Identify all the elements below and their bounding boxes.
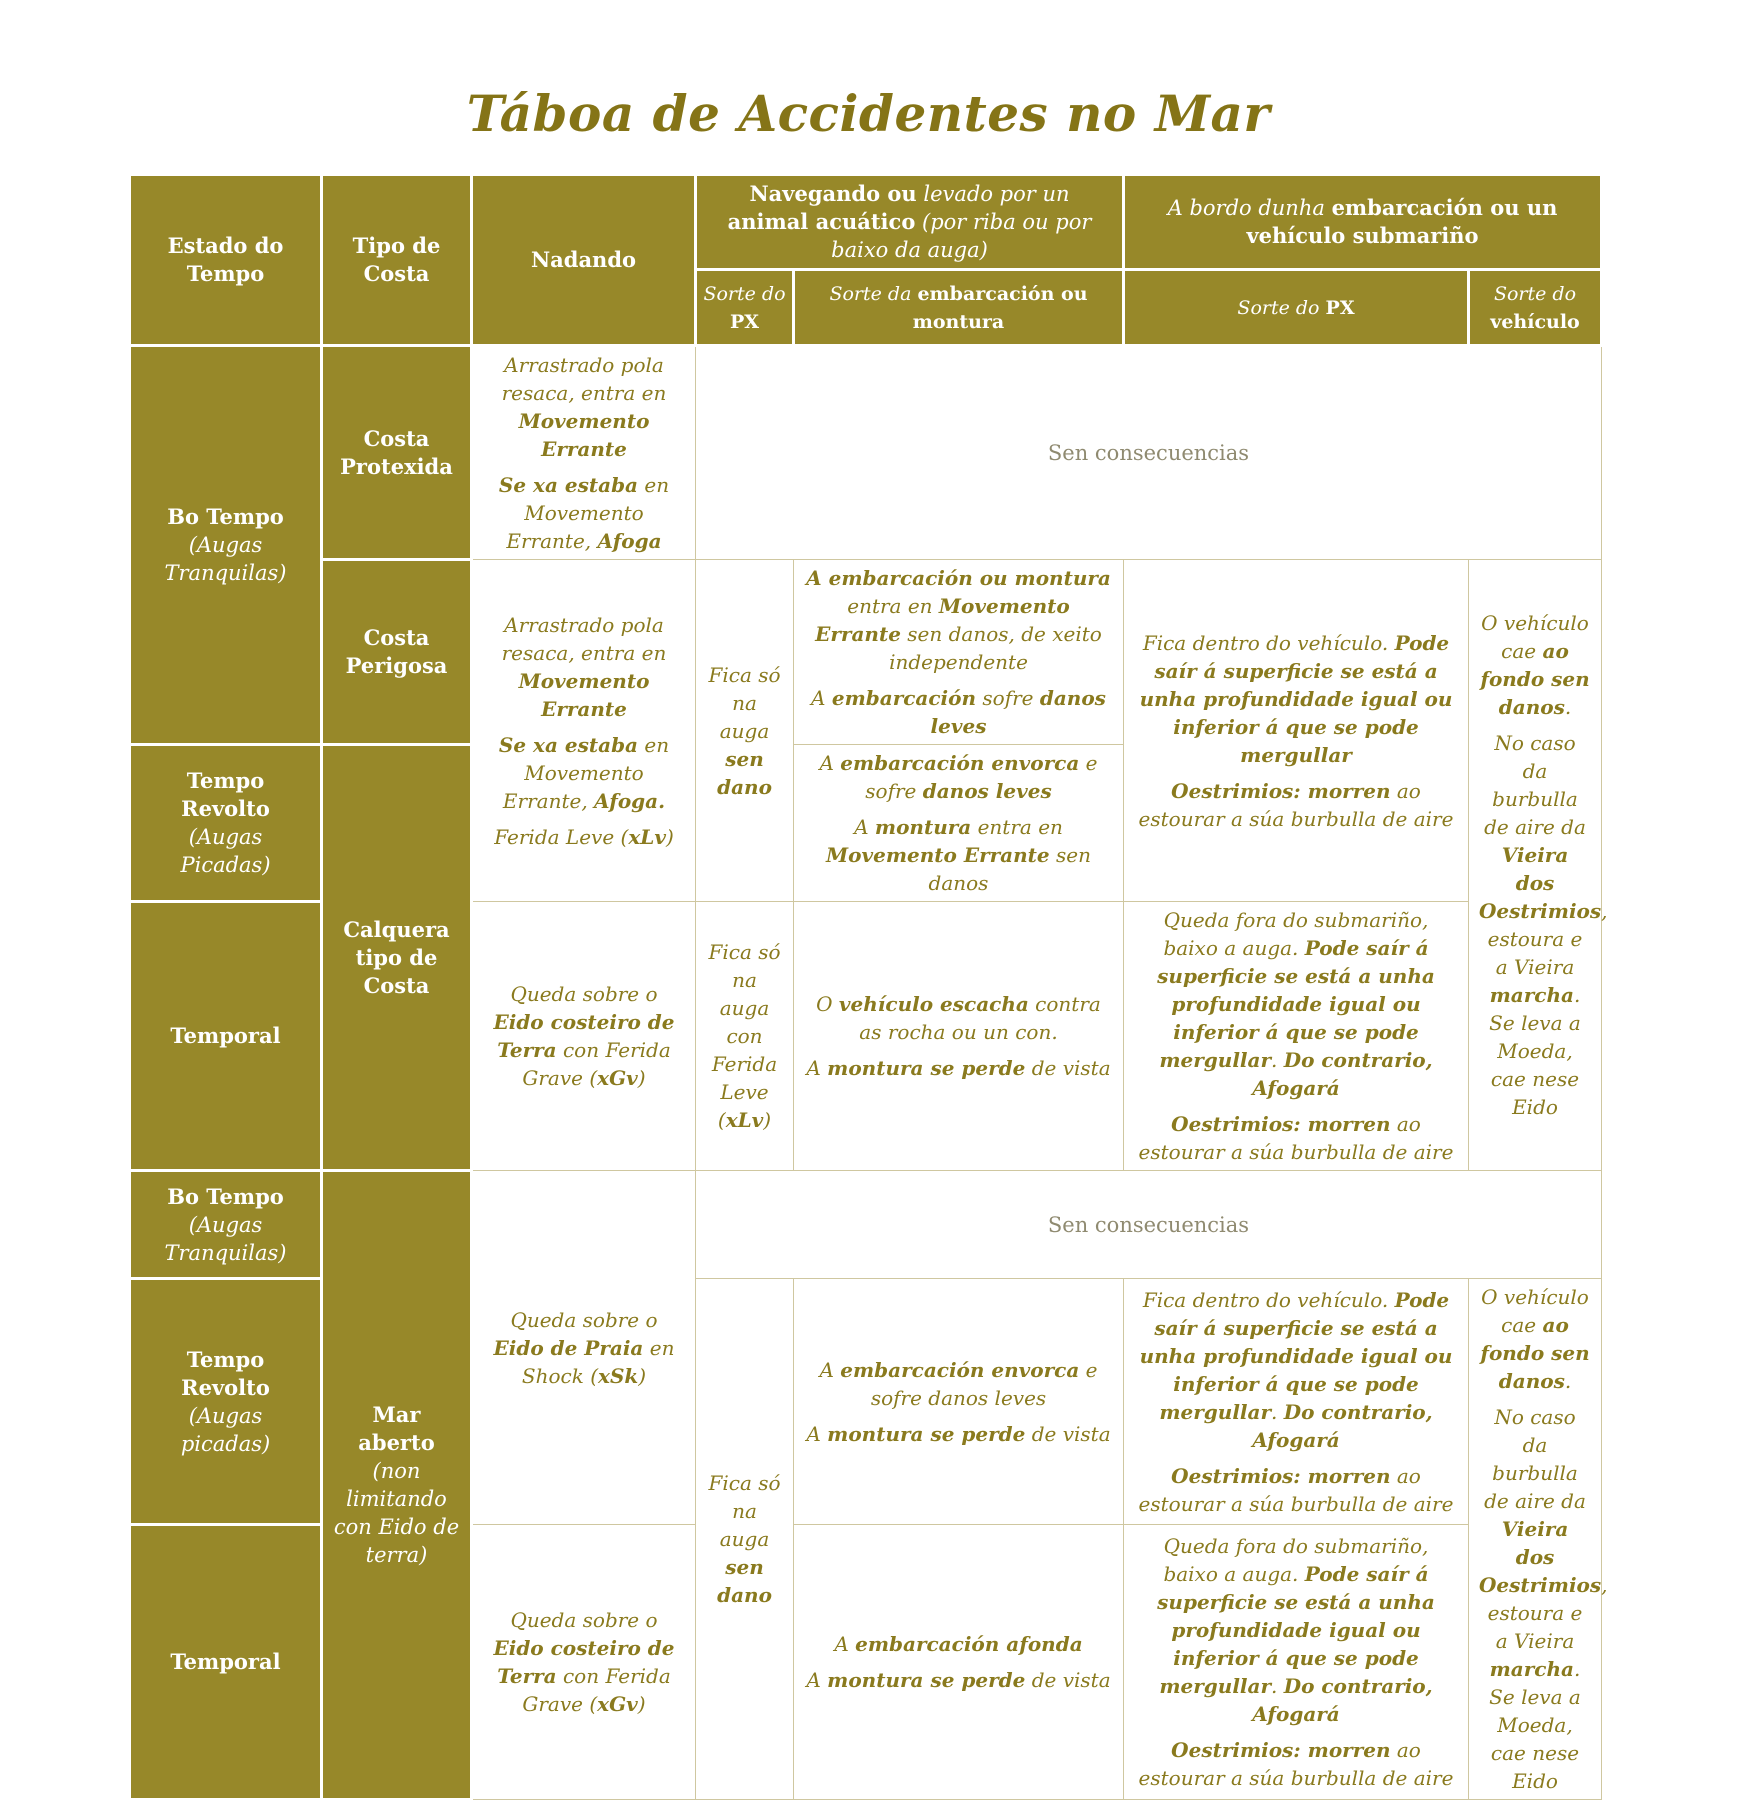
weather-tempo-revolto-2: Tempo Revolto (Augas picadas) — [130, 1279, 322, 1525]
page-title: Táboa de Accidentes no Mar — [466, 84, 1271, 143]
emb-envorca-1: A embarcación envorca e sofre danos leves A montura entra en Movemento Errante sen danos — [794, 745, 1124, 902]
sen-consecuencias-1: Sen consecuencias — [696, 346, 1602, 560]
vehiculo-fondo-1: O vehículo cae ao fondo sen danos. No caso da burbulla de aire da Vieira dos Oestrimios, estoura e a Vieira marcha. Se leva a Moeda, cae nese Eido — [1469, 560, 1602, 1171]
px-bordo-fica-dentro-2: Fica dentro do vehículo. Pode saír á superficie se está a unha profundidade igual ou inferior á que se pode mergullar. Do contrario, Afogará Oestrimios: morren ao estourar a súa burbulla de aire — [1124, 1279, 1469, 1525]
nadando-praia: Queda sobre o Eido de Praia en Shock (xSk) — [472, 1171, 696, 1525]
sea-accidents-table — [128, 173, 1608, 1801]
header-navegando: Navegando ou levado por un animal acuático (por riba ou por baixo da auga) — [696, 175, 1124, 270]
coast-mar-aberto: Mar aberto (non limitando con Eido de terra) — [322, 1171, 472, 1800]
emb-envorca-2: A embarcación envorca e sofre danos leves A montura se perde de vista — [794, 1279, 1124, 1525]
px-bordo-queda-fora-2: Queda fora do submariño, baixo a auga. Pode saír á superficie se está a unha profundidade igual ou inferior á que se pode mergullar. Do contrario, Afogará Oestrimios: morren ao estourar a súa burbulla de aire — [1124, 1525, 1469, 1800]
coast-perigosa: Costa Perigosa — [322, 560, 472, 745]
vehiculo-escacha: O vehículo escacha contra as rocha ou un con. A montura se perde de vista — [794, 902, 1124, 1171]
emb-movemento-errante: A embarcación ou montura entra en Movemento Errante sen danos, de xeito independente A embarcación sofre danos leves — [794, 560, 1124, 745]
sen-consecuencias-2: Sen consecuencias — [696, 1171, 1602, 1279]
header-nadando: Nadando — [472, 175, 696, 346]
emb-afonda: A embarcación afonda A montura se perde de vista — [794, 1525, 1124, 1800]
nadando-protexida: Arrastrado pola resaca, entra en Movemento Errante Se xa estaba en Movemento Errante, Afoga — [472, 346, 696, 560]
weather-bo-tempo: Bo Tempo (Augas Tranquilas) — [130, 346, 322, 745]
px-fica-ferida-leve: Fica só na auga con Ferida Leve (xLv) — [696, 902, 794, 1171]
nadando-temporal-1: Queda sobre o Eido costeiro de Terra con Ferida Grave (xGv) — [472, 902, 696, 1171]
px-fica-sen-dano-2: Fica só na auga sen dano — [696, 1279, 794, 1800]
px-bordo-fica-dentro-1: Fica dentro do vehículo. Pode saír á superficie se está a unha profundidade igual ou inferior á que se pode mergullar Oestrimios: morren ao estourar a súa burbulla de aire — [1124, 560, 1469, 902]
header-sorte-vehiculo: Sorte do vehículo — [1469, 270, 1602, 346]
px-fica-sen-dano-1: Fica só na auga sen dano — [696, 560, 794, 902]
header-tipo-costa: Tipo de Costa — [322, 175, 472, 346]
coast-protexida: Costa Protexida — [322, 346, 472, 560]
weather-temporal: Temporal — [130, 902, 322, 1171]
weather-tempo-revolto: Tempo Revolto (Augas Picadas) — [130, 745, 322, 902]
nadando-temporal-2: Queda sobre o Eido costeiro de Terra con Ferida Grave (xGv) — [472, 1525, 696, 1800]
coast-calquera: Calquera tipo de Costa — [322, 745, 472, 1171]
header-sorte-embarcacion: Sorte da embarcación ou montura — [794, 270, 1124, 346]
header-a-bordo: A bordo dunha embarcación ou un vehículo submariño — [1124, 175, 1602, 270]
nadando-perigosa: Arrastrado pola resaca, entra en Movemento Errante Se xa estaba en Movemento Errante, Afoga. Ferida Leve (xLv) — [472, 560, 696, 902]
header-estado: Estado do Tempo — [130, 175, 322, 346]
header-sorte-px-bordo: Sorte do PX — [1124, 270, 1469, 346]
px-bordo-queda-fora-1: Queda fora do submariño, baixo a auga. Pode saír á superficie se está a unha profundidade igual ou inferior á que se pode mergullar. Do contrario, Afogará Oestrimios: morren ao estourar a súa burbulla de aire — [1124, 902, 1469, 1171]
weather-bo-tempo-2: Bo Tempo (Augas Tranquilas) — [130, 1171, 322, 1279]
weather-temporal-2: Temporal — [130, 1525, 322, 1800]
vehiculo-fondo-2: O vehículo cae ao fondo sen danos. No caso da burbulla de aire da Vieira dos Oestrimios, estoura e a Vieira marcha. Se leva a Moeda, cae nese Eido — [1469, 1279, 1602, 1800]
header-sorte-px: Sorte do PX — [696, 270, 794, 346]
